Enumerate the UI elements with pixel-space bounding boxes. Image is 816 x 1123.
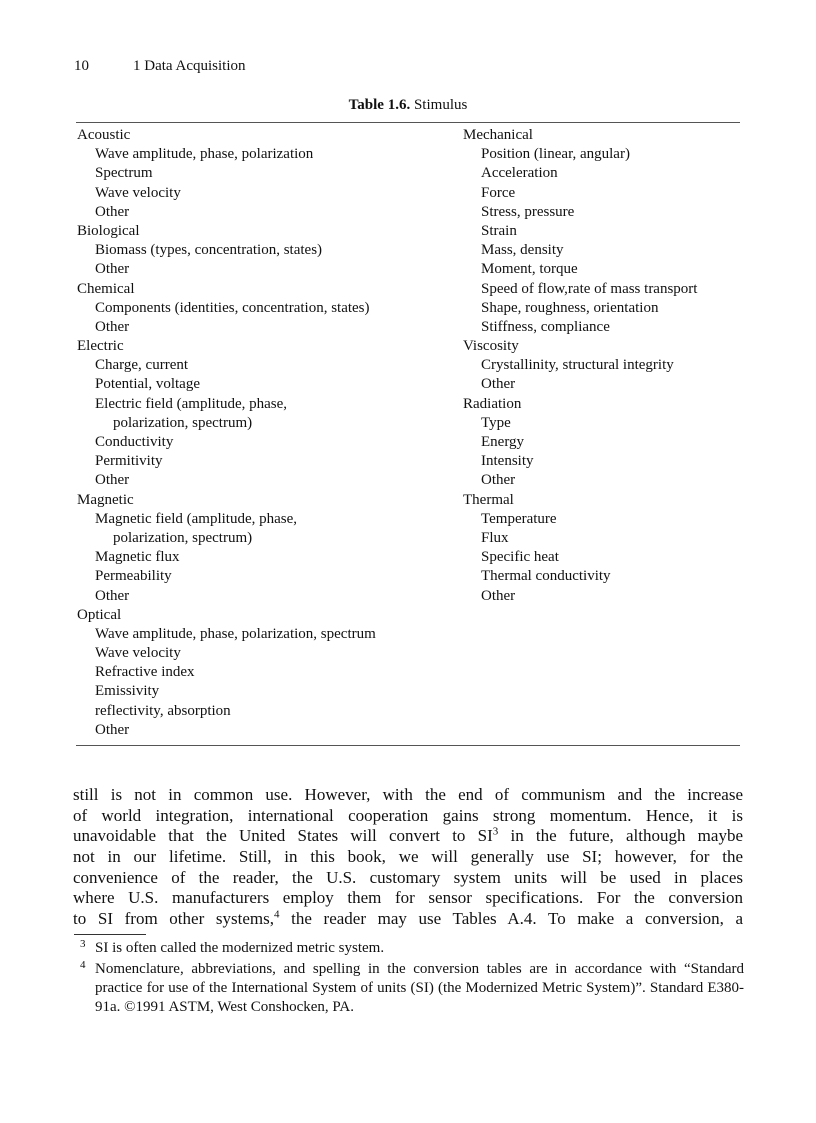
- table-category: Chemical: [77, 280, 135, 297]
- footnote: [80, 939, 744, 958]
- table-item: Wave amplitude, phase, polarization, spectrum: [95, 625, 376, 642]
- chapter-title: 1 Data Acquisition: [133, 58, 246, 74]
- table-caption: [0, 97, 816, 114]
- table-item: Strain: [481, 222, 517, 239]
- table-category: Optical: [77, 606, 122, 623]
- table-right-column: [463, 126, 697, 606]
- text: the reader may use Tables A.4. To make a conversion, a: [279, 909, 744, 929]
- footnote-number: 3: [80, 938, 86, 950]
- footnote-text: SI is often called the modernized metric system.: [95, 940, 385, 956]
- table-item: Position (linear, angular): [481, 146, 630, 163]
- table-item: Wave amplitude, phase, polarization: [95, 146, 314, 163]
- table-item: Crystallinity, structural integrity: [481, 357, 674, 374]
- body-line: [73, 826, 743, 847]
- text: in the future, although maybe: [498, 826, 743, 846]
- footnote-text: Nomenclature, abbreviations, and spelling in the conversion tables are in accordance with “Standard practice for use of the International System of units (SI) (the Modernized Metric System)”. Standard E380-91a. ©1991 ASTM, West Conshocken, PA.: [95, 961, 744, 1015]
- table-item: Other: [95, 472, 130, 489]
- body-line: convenience of the reader, the U.S. customary system units will be used in places: [73, 867, 743, 887]
- table-item: Spectrum: [95, 165, 153, 182]
- table-item: polarization, spectrum): [113, 414, 253, 431]
- table-category: Mechanical: [463, 127, 533, 143]
- table-item: Potential, voltage: [95, 376, 200, 393]
- table-item: Intensity: [481, 453, 534, 470]
- page-number: 10: [74, 58, 89, 74]
- table-item: Energy: [481, 434, 525, 450]
- table-item: Other: [95, 587, 130, 604]
- table-bottom-rule: [76, 745, 740, 746]
- table-item: Charge, current: [95, 357, 189, 374]
- body-line: [73, 909, 743, 930]
- table-item: Other: [95, 203, 130, 220]
- table-item: Wave velocity: [95, 645, 181, 662]
- table-item: polarization, spectrum): [113, 529, 253, 546]
- footnote-number: 4: [80, 959, 86, 971]
- table-item: Other: [95, 318, 130, 335]
- table-item: Wave velocity: [95, 184, 181, 201]
- table-top-rule: [76, 122, 740, 123]
- table-title: Stimulus: [413, 97, 468, 113]
- text: to SI from other systems,: [73, 909, 274, 929]
- table-item: Other: [95, 261, 130, 278]
- footnote-ref[interactable]: 3: [492, 825, 499, 838]
- table-item: Biomass (types, concentration, states): [95, 242, 323, 259]
- footnote-ref[interactable]: 4: [273, 908, 280, 921]
- table-category: Electric: [77, 338, 124, 355]
- table-item: Speed of flow,rate of mass transport: [481, 280, 698, 297]
- table-item: Refractive index: [95, 664, 195, 681]
- table-item: Type: [481, 414, 511, 431]
- table-item: Moment, torque: [481, 261, 578, 278]
- table-category: Magnetic: [77, 491, 134, 508]
- text: unavoidable that the United States will convert to SI: [73, 826, 493, 846]
- table-item: Stress, pressure: [481, 203, 575, 220]
- body-line: not in our lifetime. Still, in this book, we will generally use SI; however, for the: [73, 847, 743, 867]
- table-item: Mass, density: [481, 242, 564, 259]
- footnote: [80, 960, 744, 1017]
- body-line: of world integration, international cooperation gains strong momentum. Hence, it is: [73, 805, 743, 825]
- table-item: Permeability: [95, 568, 172, 585]
- table-item: Temperature: [481, 510, 557, 527]
- table-item: Specific heat: [481, 549, 559, 566]
- table-item: reflectivity, absorption: [95, 702, 231, 719]
- table-category: Biological: [77, 222, 140, 239]
- table-label: Table 1.6.: [348, 97, 411, 113]
- table-item: Magnetic field (amplitude, phase,: [95, 510, 298, 527]
- table-item: Other: [95, 721, 130, 738]
- body-line: still is not in common use. However, with the end of communism and the increase: [73, 785, 743, 804]
- table-item: Electric field (amplitude, phase,: [95, 395, 288, 412]
- body-paragraph: [73, 785, 743, 930]
- table-item: Force: [481, 184, 516, 201]
- table-item: Other: [481, 376, 516, 393]
- table-item: Magnetic flux: [95, 549, 180, 566]
- table-category: Thermal: [463, 491, 514, 508]
- running-header: [74, 58, 246, 75]
- table-item: Shape, roughness, orientation: [481, 299, 659, 316]
- table-item: Components (identities, concentration, states): [95, 299, 370, 316]
- body-line: where U.S. manufacturers employ them for sensor specifications. For the conversion: [73, 888, 743, 908]
- table-item: Stiffness, compliance: [481, 318, 610, 335]
- table-category: Acoustic: [77, 127, 131, 143]
- table-item: Permitivity: [95, 453, 163, 470]
- table-item: Conductivity: [95, 434, 174, 450]
- table-item: Emissivity: [95, 683, 160, 700]
- table-item: Acceleration: [481, 165, 558, 182]
- table-item: Other: [481, 587, 516, 604]
- table-category: Radiation: [463, 395, 522, 412]
- table-category: Viscosity: [463, 338, 519, 355]
- table-item: Flux: [481, 529, 509, 546]
- table-left-column: [77, 126, 376, 740]
- table-item: Thermal conductivity: [481, 568, 611, 585]
- table-item: Other: [481, 472, 516, 489]
